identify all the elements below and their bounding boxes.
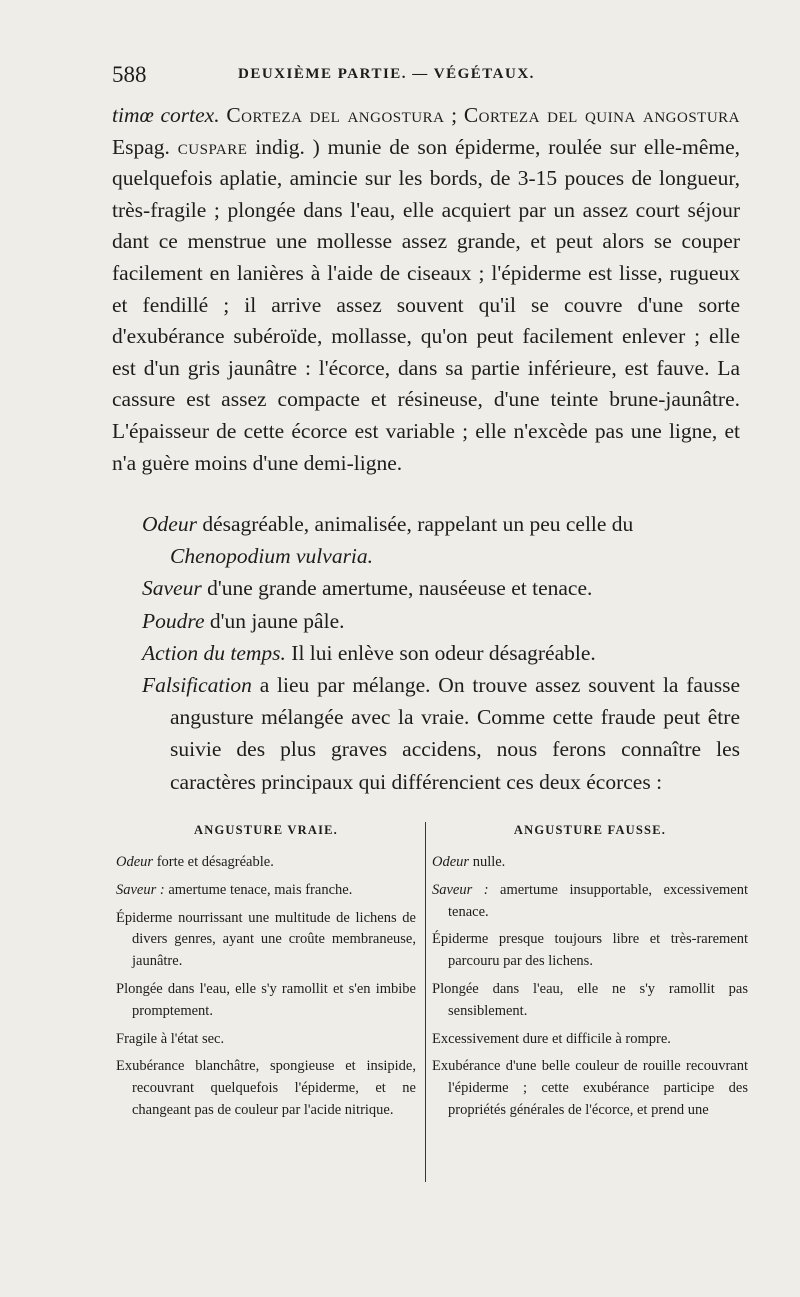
entry-text: amertume insupportable, excessivement tenace. bbox=[448, 881, 749, 920]
entry-label: Falsification bbox=[142, 673, 252, 698]
page-number: 588 bbox=[112, 62, 147, 87]
entry-text: Exubérance d'une belle couleur de rouille recouvrant l'épiderme ; cette exubérance participe des propriétés générales de l'écorce, et prend une bbox=[432, 1058, 748, 1118]
entry-text: d'un jaune pâle. bbox=[204, 608, 345, 633]
entry-odeur-plant bbox=[142, 540, 740, 572]
entry-action bbox=[142, 637, 740, 669]
property-entries bbox=[142, 508, 740, 798]
entry-label: Odeur bbox=[116, 854, 154, 870]
entry-label: Saveur : bbox=[432, 881, 489, 898]
entry-text: amertume tenace, mais franche. bbox=[164, 881, 353, 898]
entry-text: Excessivement dure et difficile à rompre. bbox=[432, 1030, 671, 1047]
column-fausse bbox=[432, 820, 748, 1128]
entry-label: Poudre bbox=[142, 608, 205, 633]
entry-text: Plongée dans l'eau, elle ne s'y ramollit pas sensiblement. bbox=[432, 980, 748, 1019]
entry-text: nulle. bbox=[469, 854, 506, 870]
table-entry bbox=[116, 1029, 416, 1051]
table-entry bbox=[116, 880, 416, 902]
entry-label: Action du temps. bbox=[142, 640, 286, 665]
table-entry bbox=[432, 929, 748, 973]
plant-name: Chenopodium vulvaria. bbox=[170, 544, 374, 569]
entry-text: forte et désagréable. bbox=[153, 854, 274, 870]
entry-text: Épiderme nourrissant une multitude de lichens de divers genres, ayant une croûte membraneuse, jaunâtre. bbox=[116, 909, 416, 970]
spanish-name-2: Corteza del quina angostura bbox=[463, 103, 740, 127]
separator: ; bbox=[444, 103, 464, 127]
entry-falsification bbox=[142, 669, 740, 798]
entry-text: désagréable, animalisée, rappelant un peu celle du bbox=[196, 512, 634, 536]
latin-name: timœ cortex. bbox=[112, 103, 220, 127]
entry-text: Plongée dans l'eau, elle s'y ramollit et s'en imbibe promptement. bbox=[116, 980, 416, 1019]
entry-label: Saveur bbox=[142, 576, 202, 601]
column-header: ANGUSTURE FAUSSE. bbox=[513, 823, 667, 837]
column-divider bbox=[425, 822, 426, 1182]
running-title: DEUXIÈME PARTIE. — VÉGÉTAUX. bbox=[238, 66, 535, 82]
entry-text: Fragile à l'état sec. bbox=[116, 1030, 225, 1047]
entry-odeur bbox=[142, 508, 740, 540]
table-entry bbox=[432, 1056, 748, 1121]
table-entry bbox=[116, 979, 416, 1023]
table-entry bbox=[432, 852, 748, 874]
entry-label: Odeur bbox=[432, 854, 470, 870]
espag-abbr: Espag. bbox=[112, 134, 178, 159]
column-header: ANGUSTURE VRAIE. bbox=[194, 823, 338, 837]
page-header bbox=[112, 62, 740, 92]
entry-text: Épiderme presque toujours libre et très-rarement parcouru par des lichens. bbox=[432, 931, 748, 970]
entry-poudre bbox=[142, 605, 740, 637]
entry-label: Odeur bbox=[142, 512, 197, 536]
table-entry bbox=[116, 852, 416, 874]
entry-text: d'une grande amertume, nauséeuse et tenace. bbox=[201, 576, 593, 601]
entry-label: Saveur : bbox=[116, 881, 165, 898]
table-entry bbox=[432, 1029, 748, 1051]
entry-text: Exubérance blanchâtre, spongieuse et insipide, recouvrant quelquefois l'épiderme, et ne changeant pas de couleur par l'acide nitrique. bbox=[116, 1058, 416, 1118]
paragraph-body: indig. ) munie de son épiderme, roulée sur elle-même, quelquefois aplatie, amincie sur les bords, de 3-15 pouces de longueur, très-fragile ; plongée dans l'eau, elle acquiert par un assez court séjour dant ce menstrue une mollesse assez grande, et peut alors se couper facilement en lanières à l'aide de ciseaux ; l'épiderme est lisse, rugueux et fendillé ; il arrive assez souvent qu'il se couvre d'une sorte d'exubérance subéroïde, mollasse, qu'on peut facilement enlever ; elle est d'un gris jaunâtre : l'écorce, dans sa partie inférieure, est fauve. La cassure est assez compacte et résineuse, d'une teinte brune-jaunâtre. L'épaisseur de cette écorce est variable ; elle n'excède pas une ligne, et n'a guère moins d'une demi-ligne. bbox=[112, 134, 741, 475]
comparison-table bbox=[116, 820, 750, 1200]
entry-text: Il lui enlève son odeur désagréable. bbox=[285, 640, 596, 665]
column-vraie bbox=[116, 820, 416, 1128]
main-paragraph bbox=[112, 100, 740, 479]
entry-saveur bbox=[142, 572, 740, 604]
table-entry bbox=[116, 908, 416, 973]
entry-text: a lieu par mélange. On trouve assez souvent la fausse angusture mélangée avec la vraie. Comme cette fraude peut être suivie des plus graves accidens, nous ferons connaître les caractères principaux qui différencient ces deux écorces : bbox=[170, 673, 740, 794]
table-entry bbox=[432, 979, 748, 1023]
spanish-name-1: Corteza del angostura bbox=[226, 103, 445, 127]
indigenous-name: cuspare bbox=[177, 134, 248, 159]
table-entry bbox=[116, 1056, 416, 1121]
table-entry bbox=[432, 880, 748, 924]
